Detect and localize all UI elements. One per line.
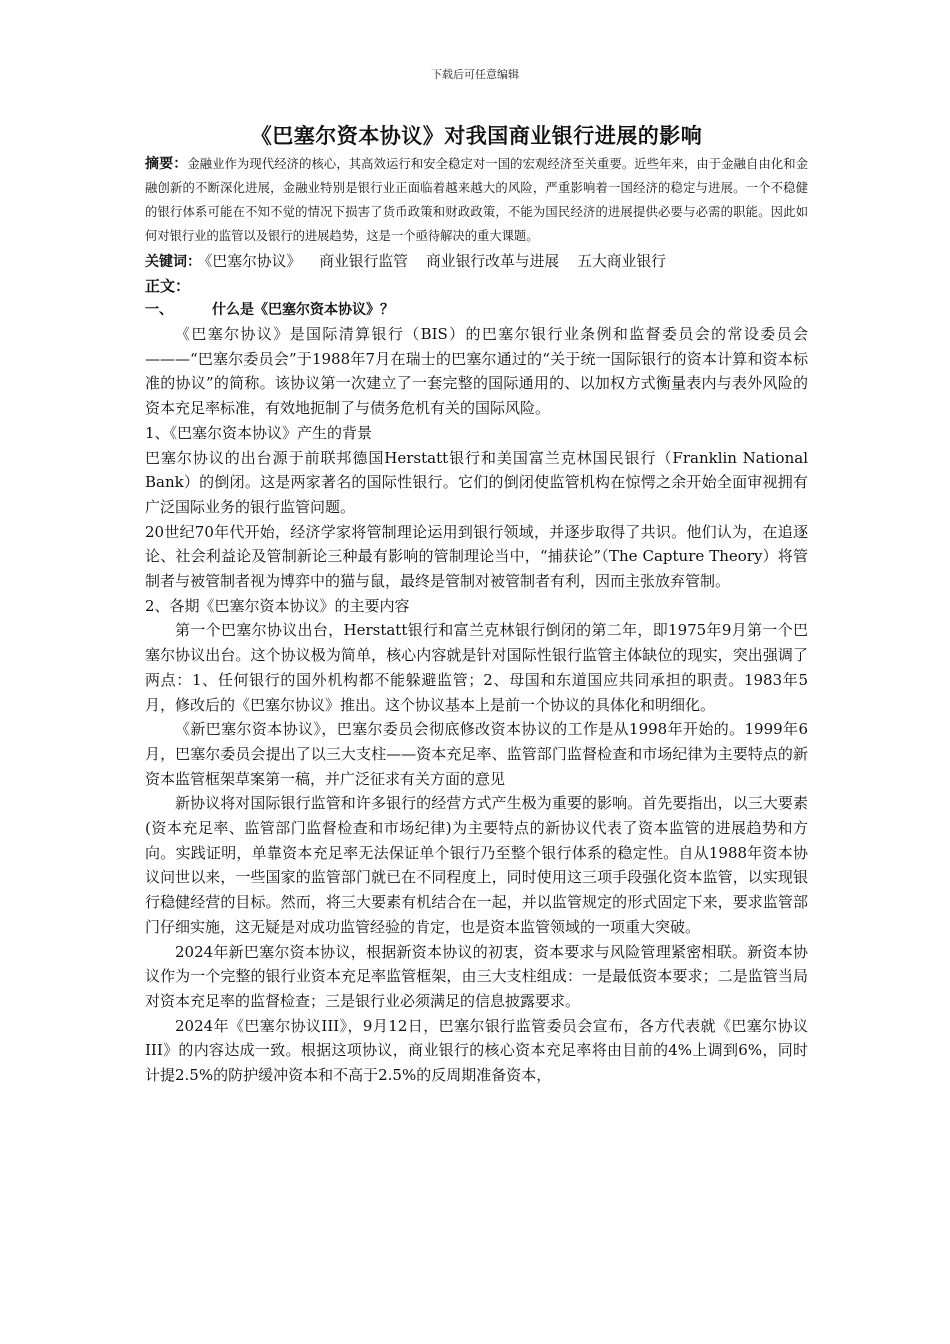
subheading: 2、各期《巴塞尔资本协议》的主要内容 (145, 596, 410, 615)
header-note: 下载后可任意编辑 (431, 68, 519, 81)
paragraph: 巴塞尔协议的出台源于前联邦德国Herstatt银行和美国富兰克林国民银行（Franklin National Bank）的倒闭。这是两家著名的国际性银行。它们的倒闭使监管机构在惊愕之余开始全面审视拥有广泛国际业务的银行监管问题。 (145, 448, 808, 516)
abstract (145, 152, 808, 248)
document-title: 《巴塞尔资本协议》对我国商业银行进展的影响 (250, 124, 703, 148)
keyword-item: 商业银行监管 (319, 253, 408, 270)
section-title: 什么是《巴塞尔资本协议》？ (212, 302, 394, 318)
keyword-item: 五大商业银行 (577, 253, 666, 270)
paragraph: 《新巴塞尔资本协议》，巴塞尔委员会彻底修改资本协议的工作是从1998年开始的。1999年6月，巴塞尔委员会提出了以三大支柱——资本充足率、监管部门监督检查和市场纪律为主要特点的新资本监管框架草案第一稿，并广泛征求有关方面的意见 (145, 720, 808, 788)
paragraph: 第一个巴塞尔协议出台，Herstatt银行和富兰克林银行倒闭的第二年，即1975年9月第一个巴塞尔协议出台。这个协议极为简单，核心内容就是针对国际性银行监管主体缺位的现实，突出强调了两点：1、任何银行的国外机构都不能躲避监管；2、母国和东道国应共同承担的职责。1983年5月，修改后的《巴塞尔协议》推出。这个协议基本上是前一个协议的具体化和明细化。 (145, 621, 808, 714)
paragraph: 2024年《巴塞尔协议III》，9月12日，巴塞尔银行监管委员会宣布，各方代表就《巴塞尔协议III》的内容达成一致。根据这项协议，商业银行的核心资本充足率将由目前的4%上调到6%，同时计提2.5%的防护缓冲资本和不高于2.5%的反周期准备资本， (145, 1016, 808, 1085)
abstract-text: 金融业作为现代经济的核心，其高效运行和安全稳定对一国的宏观经济至关重要。近些年来，由于金融自由化和金融创新的不断深化进展，金融业特别是银行业正面临着越来越大的风险，严重影响着一国经济的稳定与进展。一个不稳健的银行体系可能在不知不觉的情况下损害了货币政策和财政政策，不能为国民经济的进展提供必要与必需的职能。因此如何对银行业的监管以及银行的进展趋势，这是一个亟待解决的重大课题。 (145, 157, 808, 243)
keywords-label: 关键词： (145, 254, 201, 270)
keyword-item: 商业银行改革与进展 (425, 253, 560, 270)
keywords (145, 250, 808, 274)
abstract-label: 摘要： (145, 156, 188, 172)
paragraph: 2024年新巴塞尔资本协议，根据新资本协议的初衷，资本要求与风险管理紧密相联。新资本协议作为一个完整的银行业资本充足率监管框架，由三大支柱组成：一是最低资本要求；二是监管当局对资本充足率的监督检查；三是银行业必须满足的信息披露要求。 (145, 942, 808, 1010)
section-heading-1 (145, 298, 808, 322)
section-number: 一、 (145, 302, 173, 318)
document-body (145, 120, 808, 1088)
body-label: 正文： (145, 277, 191, 295)
paragraph: 《巴塞尔协议》是国际清算银行（BIS）的巴塞尔银行业条例和监督委员会的常设委员会———“巴塞尔委员会”于1988年7月在瑞士的巴塞尔通过的“关于统一国际银行的资本计算和资本标准的协议”的简称。该协议第一次建立了一套完整的国际通用的、以加权方式衡量表内与表外风险的资本充足率标准，有效地扼制了与债务危机有关的国际风险。 (145, 325, 808, 418)
subheading: 1、《巴塞尔资本协议》产生的背景 (145, 423, 373, 442)
keyword-item: 《巴塞尔协议》 (205, 253, 302, 270)
paragraph: 新协议将对国际银行监管和许多银行的经营方式产生极为重要的影响。首先要指出，以三大要素(资本充足率、监管部门监督检查和市场纪律)为主要特点的新协议代表了资本监管的进展趋势和方向。实践证明，单靠资本充足率无法保证单个银行乃至整个银行体系的稳定性。自从1988年资本协议问世以来，一些国家的监管部门就已在不同程度上，同时使用这三项手段强化资本监管，以实现银行稳健经营的目标。然而，将三大要素有机结合在一起，并以监管规定的形式固定下来，要求监管部门仔细实施，这无疑是对成功监管经验的肯定，也是资本监管领域的一项重大突破。 (145, 794, 808, 936)
paragraph: 20世纪70年代开始，经济学家将管制理论运用到银行领域，并逐步取得了共识。他们认为，在追逐论、社会利益论及管制新论三种最有影响的管制理论当中，“捕获论”（The Capture Theory）将管制者与被管制者视为博弈中的猫与鼠，最终是管制对被管制者有利，因而主张放弃管制。 (145, 522, 808, 591)
